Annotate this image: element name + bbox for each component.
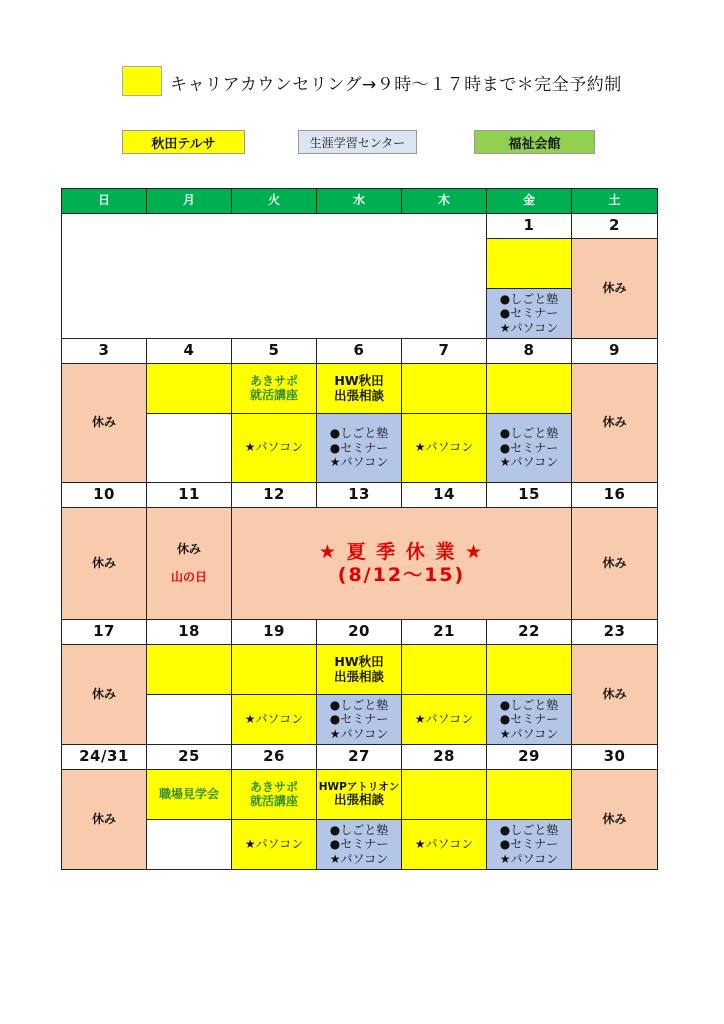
holiday-cell <box>571 238 658 339</box>
day-number: 19 <box>231 619 317 645</box>
event-cell <box>401 363 487 414</box>
event-cell <box>486 413 572 483</box>
empty-block <box>61 213 487 339</box>
event-line: 出張相談 <box>333 668 384 684</box>
event-cell <box>146 819 232 870</box>
holiday-cell <box>571 769 658 870</box>
event-cell <box>146 644 232 695</box>
day-number: 3 <box>61 338 147 364</box>
weekday-tue: 火 <box>231 188 317 214</box>
event-cell <box>486 288 572 339</box>
event-line: ★パソコン <box>499 726 559 741</box>
day-number: 8 <box>486 338 572 364</box>
rest-label: 休み <box>176 541 201 556</box>
day-number: 29 <box>486 744 572 770</box>
day-number: 23 <box>571 619 658 645</box>
day-number: 20 <box>316 619 402 645</box>
event-cell <box>316 694 402 745</box>
day-number: 9 <box>571 338 658 364</box>
event-line: 就活講座 <box>249 793 298 808</box>
event-line: ●セミナー <box>499 440 559 455</box>
holiday-cell <box>61 507 147 620</box>
weekday-sat: 土 <box>571 188 658 214</box>
holiday-cell <box>61 769 147 870</box>
event-cell <box>486 819 572 870</box>
event-line: ★パソコン <box>499 455 559 470</box>
event-line: 職場見学会 <box>158 786 219 801</box>
event-line: ●セミナー <box>499 837 559 852</box>
event-line: ●セミナー <box>329 837 389 852</box>
day-number: 10 <box>61 482 147 508</box>
event-line: あきサポ <box>249 373 298 388</box>
day-number: 11 <box>146 482 232 508</box>
event-cell <box>146 363 232 414</box>
event-line: ★パソコン <box>244 711 304 726</box>
event-line: ★パソコン <box>329 851 389 866</box>
rest-label: 休み <box>602 811 627 826</box>
day-number: 18 <box>146 619 232 645</box>
event-line: ●しごと塾 <box>329 822 389 837</box>
event-line: あきサポ <box>249 779 298 794</box>
event-cell <box>401 644 487 695</box>
holiday-cell <box>571 507 658 620</box>
event-line: 出張相談 <box>333 792 384 808</box>
event-cell <box>146 694 232 745</box>
event-cell <box>401 694 487 745</box>
event-cell <box>316 769 402 820</box>
event-line: ★パソコン <box>244 836 304 851</box>
day-number: 25 <box>146 744 232 770</box>
event-cell <box>316 819 402 870</box>
day-number: 28 <box>401 744 487 770</box>
location-welfare-hall: 福祉会館 <box>474 130 595 154</box>
day-number: 16 <box>571 482 658 508</box>
legend-text: キャリアカウンセリング→９時～１７時まで＊完全予約制 <box>170 75 622 95</box>
rest-label: 休み <box>91 555 116 570</box>
day-number: 24/31 <box>61 744 147 770</box>
event-line: HW秋田 <box>334 654 384 670</box>
weekday-sun: 日 <box>61 188 147 214</box>
event-line: ★パソコン <box>499 851 559 866</box>
event-line: ★パソコン <box>414 440 474 455</box>
event-cell <box>231 644 317 695</box>
event-cell <box>486 644 572 695</box>
weekday-wed: 水 <box>316 188 402 214</box>
event-cell <box>401 769 487 820</box>
day-number: 14 <box>401 482 487 508</box>
rest-label: 休み <box>602 686 627 701</box>
day-number: 15 <box>486 482 572 508</box>
summer-holiday-block <box>231 507 572 620</box>
legend-swatch-yellow <box>122 66 162 96</box>
event-cell <box>316 413 402 483</box>
holiday-cell <box>571 363 658 483</box>
event-line: ●しごと塾 <box>499 822 559 837</box>
event-line: ●しごと塾 <box>329 426 389 441</box>
event-line: ★パソコン <box>499 320 559 335</box>
day-number: 13 <box>316 482 402 508</box>
calendar <box>61 188 658 870</box>
event-line: 就活講座 <box>249 387 298 402</box>
summer-holiday-dates: (8/12～15) <box>337 563 466 586</box>
day-number: 2 <box>571 213 658 239</box>
event-cell <box>316 644 402 695</box>
day-number: 21 <box>401 619 487 645</box>
day-number: 4 <box>146 338 232 364</box>
event-line: ●セミナー <box>499 306 559 321</box>
rest-label: 休み <box>91 415 116 430</box>
event-line: HWPアトリオン <box>318 781 400 794</box>
holiday-cell <box>146 507 232 620</box>
weekday-mon: 月 <box>146 188 232 214</box>
day-number: 26 <box>231 744 317 770</box>
holiday-cell <box>61 363 147 483</box>
event-cell <box>146 769 232 820</box>
event-line: ★パソコン <box>329 455 389 470</box>
rest-label: 休み <box>91 686 116 701</box>
rest-label: 休み <box>602 280 627 295</box>
event-line: ★パソコン <box>414 711 474 726</box>
weekday-fri: 金 <box>486 188 572 214</box>
location-lifelong-learning-center: 生涯学習センター <box>298 130 417 154</box>
event-line: ●セミナー <box>499 712 559 727</box>
event-cell <box>231 363 317 414</box>
weekday-thu: 木 <box>401 188 487 214</box>
rest-label: 休み <box>91 811 116 826</box>
event-cell <box>486 238 572 289</box>
event-line: HW秋田 <box>334 373 384 389</box>
event-line: 出張相談 <box>333 387 384 403</box>
day-number: 1 <box>486 213 572 239</box>
event-line: ●セミナー <box>329 712 389 727</box>
day-number: 17 <box>61 619 147 645</box>
day-number: 30 <box>571 744 658 770</box>
day-number: 27 <box>316 744 402 770</box>
event-cell <box>486 769 572 820</box>
event-cell <box>401 819 487 870</box>
event-cell <box>401 413 487 483</box>
day-number: 22 <box>486 619 572 645</box>
event-cell <box>231 694 317 745</box>
event-line: ●セミナー <box>329 440 389 455</box>
rest-label: 休み <box>602 415 627 430</box>
event-line: ★パソコン <box>244 440 304 455</box>
holiday-cell <box>61 644 147 745</box>
event-line: ●しごと塾 <box>499 426 559 441</box>
event-cell <box>231 769 317 820</box>
event-line: ★パソコン <box>414 836 474 851</box>
day-number: 7 <box>401 338 487 364</box>
event-line: ●しごと塾 <box>329 697 389 712</box>
event-cell <box>486 363 572 414</box>
mountain-day-label: 山の日 <box>170 569 207 584</box>
event-cell <box>316 363 402 414</box>
day-number: 6 <box>316 338 402 364</box>
event-line: ●しごと塾 <box>499 291 559 306</box>
event-cell <box>231 819 317 870</box>
event-cell <box>486 694 572 745</box>
location-akita-terusa: 秋田テルサ <box>122 130 245 154</box>
event-cell <box>231 413 317 483</box>
event-cell <box>146 413 232 483</box>
summer-holiday-title: ★ 夏 季 休 業 ★ <box>318 540 485 563</box>
holiday-cell <box>571 644 658 745</box>
day-number: 5 <box>231 338 317 364</box>
event-line: ★パソコン <box>329 726 389 741</box>
event-line: ●しごと塾 <box>499 697 559 712</box>
day-number: 12 <box>231 482 317 508</box>
rest-label: 休み <box>602 555 627 570</box>
